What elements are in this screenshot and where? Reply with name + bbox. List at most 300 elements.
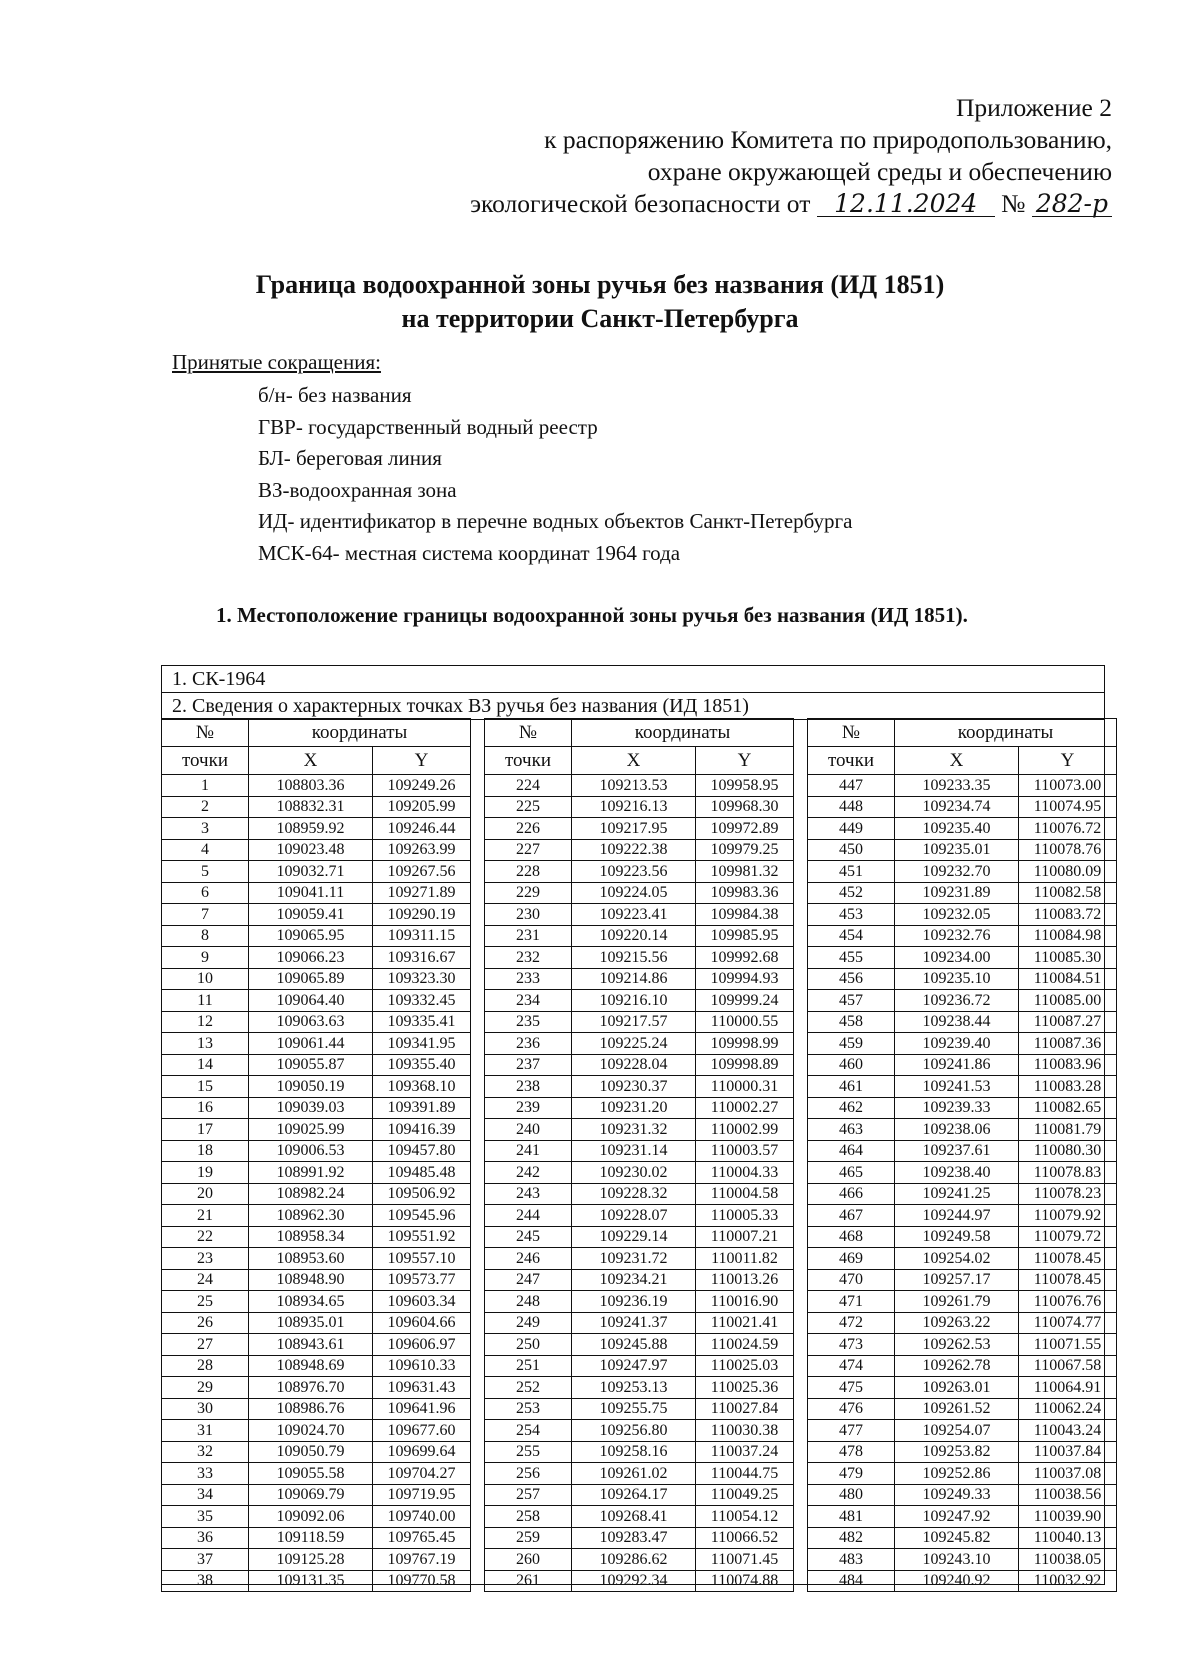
coord-x: 109063.63 [249, 1011, 373, 1033]
table-row [485, 1334, 794, 1356]
table-row [808, 1441, 1117, 1463]
handwritten-date: 12.11.2024 [817, 192, 995, 217]
coord-x: 109222.38 [572, 839, 696, 861]
point-number: 2 [162, 796, 249, 818]
coord-y: 110054.12 [696, 1506, 794, 1528]
coord-y: 110080.09 [1019, 861, 1117, 883]
coord-y: 110032.92 [1019, 1570, 1117, 1592]
coord-y: 110078.23 [1019, 1183, 1117, 1205]
coord-x: 109039.03 [249, 1097, 373, 1119]
point-number: 245 [485, 1226, 572, 1248]
coord-x: 109092.06 [249, 1506, 373, 1528]
coord-y: 110044.75 [696, 1463, 794, 1485]
coord-y: 109271.89 [373, 882, 471, 904]
coord-y: 110021.41 [696, 1312, 794, 1334]
point-number: 483 [808, 1549, 895, 1571]
coord-x: 109215.56 [572, 947, 696, 969]
point-number: 23 [162, 1248, 249, 1270]
coord-y: 109972.89 [696, 818, 794, 840]
coord-y: 110085.30 [1019, 947, 1117, 969]
point-number: 227 [485, 839, 572, 861]
coord-y: 110078.76 [1019, 839, 1117, 861]
table-row [485, 1291, 794, 1313]
point-number: 240 [485, 1119, 572, 1141]
coords-table-body [808, 775, 1117, 1592]
coord-y: 109998.99 [696, 1033, 794, 1055]
point-number: 11 [162, 990, 249, 1012]
abbreviations-heading: Принятые сокращения: [172, 350, 381, 374]
point-number: 459 [808, 1033, 895, 1055]
point-number: 469 [808, 1248, 895, 1270]
table-row [162, 904, 471, 926]
table-row [485, 990, 794, 1012]
coords-table-2 [484, 718, 794, 1592]
table-row [808, 1549, 1117, 1571]
point-number: 8 [162, 925, 249, 947]
coord-y: 110062.24 [1019, 1398, 1117, 1420]
table-row [485, 775, 794, 797]
point-number: 255 [485, 1441, 572, 1463]
coord-y: 110079.92 [1019, 1205, 1117, 1227]
point-number: 225 [485, 796, 572, 818]
table-row [808, 904, 1117, 926]
coord-y: 110024.59 [696, 1334, 794, 1356]
point-number: 467 [808, 1205, 895, 1227]
point-number: 456 [808, 968, 895, 990]
appendix-line-3-prefix: экологической безопасности от [470, 189, 811, 218]
point-number: 33 [162, 1463, 249, 1485]
table-row [808, 990, 1117, 1012]
point-number: 28 [162, 1355, 249, 1377]
coord-y: 109699.64 [373, 1441, 471, 1463]
table-row [162, 1162, 471, 1184]
coord-y: 110081.79 [1019, 1119, 1117, 1141]
coord-y: 110078.83 [1019, 1162, 1117, 1184]
table-row [162, 1140, 471, 1162]
point-number: 26 [162, 1312, 249, 1334]
coord-y: 109992.68 [696, 947, 794, 969]
coord-y: 109983.36 [696, 882, 794, 904]
coord-x: 109241.86 [895, 1054, 1019, 1076]
point-number: 12 [162, 1011, 249, 1033]
table-row [808, 968, 1117, 990]
coord-y: 109249.26 [373, 775, 471, 797]
coord-x: 109254.07 [895, 1420, 1019, 1442]
abbreviation-item: б/н- без названия [258, 383, 412, 407]
table-row [808, 818, 1117, 840]
header-no: № [162, 719, 249, 747]
coord-y: 109704.27 [373, 1463, 471, 1485]
point-number: 6 [162, 882, 249, 904]
coord-x: 109234.21 [572, 1269, 696, 1291]
point-number: 251 [485, 1355, 572, 1377]
point-number: 5 [162, 861, 249, 883]
table-row [162, 775, 471, 797]
point-number: 257 [485, 1484, 572, 1506]
point-number: 35 [162, 1506, 249, 1528]
point-number: 481 [808, 1506, 895, 1528]
coord-y: 110071.55 [1019, 1334, 1117, 1356]
table-row [808, 1119, 1117, 1141]
table-row [808, 1033, 1117, 1055]
table-row [808, 1140, 1117, 1162]
coord-x: 108832.31 [249, 796, 373, 818]
table-row [162, 1205, 471, 1227]
point-number: 4 [162, 839, 249, 861]
coord-y: 110038.56 [1019, 1484, 1117, 1506]
point-number: 25 [162, 1291, 249, 1313]
coord-x: 109263.22 [895, 1312, 1019, 1334]
table-row [808, 1076, 1117, 1098]
point-number: 462 [808, 1097, 895, 1119]
coord-y: 110037.24 [696, 1441, 794, 1463]
point-number: 471 [808, 1291, 895, 1313]
table-row [485, 968, 794, 990]
table-row [162, 1269, 471, 1291]
table-row [808, 1269, 1117, 1291]
coord-y: 110078.45 [1019, 1269, 1117, 1291]
point-number: 30 [162, 1398, 249, 1420]
coord-x: 109232.76 [895, 925, 1019, 947]
coord-y: 109631.43 [373, 1377, 471, 1399]
table-row [485, 1527, 794, 1549]
points-info-row: 2. Сведения о характерных точках ВЗ ручья без названия (ИД 1851) [162, 693, 1104, 720]
point-number: 237 [485, 1054, 572, 1076]
header-x: X [895, 747, 1019, 775]
table-row [162, 818, 471, 840]
coord-y: 109290.19 [373, 904, 471, 926]
number-sign: № [1001, 189, 1026, 218]
table-row [485, 925, 794, 947]
table-row [808, 1248, 1117, 1270]
coords-table-3 [807, 718, 1117, 1592]
coord-x: 109231.89 [895, 882, 1019, 904]
coord-y: 110007.21 [696, 1226, 794, 1248]
coord-x: 109238.06 [895, 1119, 1019, 1141]
coord-y: 110016.90 [696, 1291, 794, 1313]
table-row [162, 1248, 471, 1270]
point-number: 246 [485, 1248, 572, 1270]
coord-y: 109984.38 [696, 904, 794, 926]
coord-x: 109228.32 [572, 1183, 696, 1205]
table-row [162, 1291, 471, 1313]
table-row [808, 861, 1117, 883]
coord-x: 109235.01 [895, 839, 1019, 861]
table-row [485, 1441, 794, 1463]
coord-y: 109677.60 [373, 1420, 471, 1442]
header-y: Y [1019, 747, 1117, 775]
table-row [485, 1162, 794, 1184]
point-number: 19 [162, 1162, 249, 1184]
coord-x: 109225.24 [572, 1033, 696, 1055]
coord-y: 109573.77 [373, 1269, 471, 1291]
point-number: 449 [808, 818, 895, 840]
table-row [808, 1183, 1117, 1205]
coord-x: 109131.35 [249, 1570, 373, 1592]
coord-y: 109770.58 [373, 1570, 471, 1592]
coord-y: 110038.05 [1019, 1549, 1117, 1571]
coord-y: 109506.92 [373, 1183, 471, 1205]
coord-y: 109205.99 [373, 796, 471, 818]
table-row [485, 1076, 794, 1098]
coord-x: 109216.10 [572, 990, 696, 1012]
header-point: точки [485, 747, 572, 775]
table-row [485, 1506, 794, 1528]
point-number: 9 [162, 947, 249, 969]
point-number: 450 [808, 839, 895, 861]
coord-x: 109239.40 [895, 1033, 1019, 1055]
point-number: 261 [485, 1570, 572, 1592]
coord-x: 108991.92 [249, 1162, 373, 1184]
coord-y: 110049.25 [696, 1484, 794, 1506]
point-number: 27 [162, 1334, 249, 1356]
coord-y: 110004.58 [696, 1183, 794, 1205]
coord-y: 110083.96 [1019, 1054, 1117, 1076]
point-number: 233 [485, 968, 572, 990]
coord-x: 109253.13 [572, 1377, 696, 1399]
coord-y: 110037.84 [1019, 1441, 1117, 1463]
table-row [808, 947, 1117, 969]
point-number: 454 [808, 925, 895, 947]
point-number: 22 [162, 1226, 249, 1248]
coord-y: 110005.33 [696, 1205, 794, 1227]
coord-x: 109245.88 [572, 1334, 696, 1356]
coords-table-body [162, 775, 471, 1592]
coord-y: 109604.66 [373, 1312, 471, 1334]
coord-y: 109457.80 [373, 1140, 471, 1162]
coord-x: 109213.53 [572, 775, 696, 797]
coord-y: 110011.82 [696, 1248, 794, 1270]
coord-y: 110079.72 [1019, 1226, 1117, 1248]
table-row [162, 947, 471, 969]
coord-x: 109231.32 [572, 1119, 696, 1141]
coord-x: 109257.17 [895, 1269, 1019, 1291]
coord-x: 109256.80 [572, 1420, 696, 1442]
point-number: 37 [162, 1549, 249, 1571]
coord-y: 109545.96 [373, 1205, 471, 1227]
appendix-line-2: охране окружающей среды и обеспечению [647, 157, 1112, 186]
table-row [808, 1484, 1117, 1506]
point-number: 16 [162, 1097, 249, 1119]
point-number: 468 [808, 1226, 895, 1248]
table-row [162, 1463, 471, 1485]
table-row [808, 1291, 1117, 1313]
table-row [485, 1226, 794, 1248]
table-row [162, 968, 471, 990]
point-number: 474 [808, 1355, 895, 1377]
coord-y: 110085.00 [1019, 990, 1117, 1012]
coord-y: 110074.88 [696, 1570, 794, 1592]
header-point: точки [808, 747, 895, 775]
point-number: 32 [162, 1441, 249, 1463]
point-number: 477 [808, 1420, 895, 1442]
point-number: 38 [162, 1570, 249, 1592]
point-number: 231 [485, 925, 572, 947]
point-number: 20 [162, 1183, 249, 1205]
coord-y: 110087.36 [1019, 1033, 1117, 1055]
coord-x: 109024.70 [249, 1420, 373, 1442]
table-row [162, 796, 471, 818]
coord-x: 109216.13 [572, 796, 696, 818]
coord-x: 109050.79 [249, 1441, 373, 1463]
coord-x: 109234.00 [895, 947, 1019, 969]
table-row [808, 1570, 1117, 1592]
appendix-title: Приложение 2 [956, 93, 1112, 122]
coord-y: 109551.92 [373, 1226, 471, 1248]
coord-x: 108948.90 [249, 1269, 373, 1291]
coord-x: 109059.41 [249, 904, 373, 926]
table-row [808, 1334, 1117, 1356]
table-row [162, 1054, 471, 1076]
coord-y: 110083.72 [1019, 904, 1117, 926]
coord-x: 109261.02 [572, 1463, 696, 1485]
coord-y: 109606.97 [373, 1334, 471, 1356]
table-row [808, 1011, 1117, 1033]
point-number: 455 [808, 947, 895, 969]
coord-y: 109985.95 [696, 925, 794, 947]
coord-x: 109232.05 [895, 904, 1019, 926]
coord-y: 109765.45 [373, 1527, 471, 1549]
coord-y: 110071.45 [696, 1549, 794, 1571]
coord-x: 109286.62 [572, 1549, 696, 1571]
coord-y: 110004.33 [696, 1162, 794, 1184]
table-row [485, 1312, 794, 1334]
point-number: 34 [162, 1484, 249, 1506]
table-row [162, 1183, 471, 1205]
coord-y: 110002.27 [696, 1097, 794, 1119]
point-number: 475 [808, 1377, 895, 1399]
abbreviation-item: БЛ- береговая линия [258, 446, 442, 470]
table-row [808, 925, 1117, 947]
point-number: 232 [485, 947, 572, 969]
coord-x: 109050.19 [249, 1076, 373, 1098]
coord-y: 110039.90 [1019, 1506, 1117, 1528]
coord-y: 110080.30 [1019, 1140, 1117, 1162]
table-row [808, 1463, 1117, 1485]
coord-x: 109258.16 [572, 1441, 696, 1463]
coord-y: 110082.58 [1019, 882, 1117, 904]
coord-x: 109261.79 [895, 1291, 1019, 1313]
header-y: Y [696, 747, 794, 775]
coord-x: 109241.25 [895, 1183, 1019, 1205]
coord-y: 109998.89 [696, 1054, 794, 1076]
coord-x: 108962.30 [249, 1205, 373, 1227]
table-row [162, 1312, 471, 1334]
coord-y: 110076.76 [1019, 1291, 1117, 1313]
coord-y: 109641.96 [373, 1398, 471, 1420]
coord-x: 109235.10 [895, 968, 1019, 990]
coord-y: 110003.57 [696, 1140, 794, 1162]
point-number: 259 [485, 1527, 572, 1549]
coord-y: 110025.03 [696, 1355, 794, 1377]
coord-y: 109981.32 [696, 861, 794, 883]
coord-x: 109065.89 [249, 968, 373, 990]
coord-x: 109235.40 [895, 818, 1019, 840]
coord-y: 110087.27 [1019, 1011, 1117, 1033]
table-row [485, 1269, 794, 1291]
header-coords: координаты [572, 719, 794, 747]
point-number: 461 [808, 1076, 895, 1098]
point-number: 258 [485, 1506, 572, 1528]
table-row [485, 1570, 794, 1592]
coord-x: 109240.92 [895, 1570, 1019, 1592]
coord-y: 110084.51 [1019, 968, 1117, 990]
coord-y: 109311.15 [373, 925, 471, 947]
coord-x: 109229.14 [572, 1226, 696, 1248]
coord-x: 109245.82 [895, 1527, 1019, 1549]
table-row [485, 1484, 794, 1506]
abbreviations-list [258, 380, 852, 569]
coord-x: 108982.24 [249, 1183, 373, 1205]
coord-x: 109032.71 [249, 861, 373, 883]
coord-y: 109719.95 [373, 1484, 471, 1506]
coord-x: 108986.76 [249, 1398, 373, 1420]
table-row [162, 882, 471, 904]
table-row [162, 1355, 471, 1377]
coord-x: 109292.34 [572, 1570, 696, 1592]
point-number: 248 [485, 1291, 572, 1313]
point-number: 464 [808, 1140, 895, 1162]
coord-y: 109968.30 [696, 796, 794, 818]
table-row [485, 947, 794, 969]
point-number: 7 [162, 904, 249, 926]
coord-x: 109066.23 [249, 947, 373, 969]
point-number: 244 [485, 1205, 572, 1227]
point-number: 460 [808, 1054, 895, 1076]
coord-x: 109254.02 [895, 1248, 1019, 1270]
table-row [162, 1033, 471, 1055]
coord-x: 109252.86 [895, 1463, 1019, 1485]
point-number: 3 [162, 818, 249, 840]
table-row [162, 925, 471, 947]
table-row [162, 1226, 471, 1248]
coord-y: 109767.19 [373, 1549, 471, 1571]
point-number: 478 [808, 1441, 895, 1463]
coord-x: 108803.36 [249, 775, 373, 797]
coord-y: 109610.33 [373, 1355, 471, 1377]
table-row [808, 1398, 1117, 1420]
coord-x: 109262.53 [895, 1334, 1019, 1356]
table-row [808, 1205, 1117, 1227]
point-number: 247 [485, 1269, 572, 1291]
point-number: 228 [485, 861, 572, 883]
table-row [485, 1119, 794, 1141]
coord-x: 109236.19 [572, 1291, 696, 1313]
coord-y: 109557.10 [373, 1248, 471, 1270]
point-number: 14 [162, 1054, 249, 1076]
point-number: 36 [162, 1527, 249, 1549]
point-number: 447 [808, 775, 895, 797]
point-number: 31 [162, 1420, 249, 1442]
table-row [485, 1248, 794, 1270]
coord-y: 110067.58 [1019, 1355, 1117, 1377]
point-number: 15 [162, 1076, 249, 1098]
coord-y: 109603.34 [373, 1291, 471, 1313]
table-row [485, 1549, 794, 1571]
table-row [162, 1420, 471, 1442]
coord-x: 108958.34 [249, 1226, 373, 1248]
coord-x: 109262.78 [895, 1355, 1019, 1377]
coord-y: 109958.95 [696, 775, 794, 797]
coord-y: 109335.41 [373, 1011, 471, 1033]
table-row [485, 839, 794, 861]
coord-y: 110084.98 [1019, 925, 1117, 947]
coord-x: 108943.61 [249, 1334, 373, 1356]
table-row [485, 796, 794, 818]
point-number: 256 [485, 1463, 572, 1485]
coord-x: 109217.95 [572, 818, 696, 840]
coord-y: 110000.55 [696, 1011, 794, 1033]
